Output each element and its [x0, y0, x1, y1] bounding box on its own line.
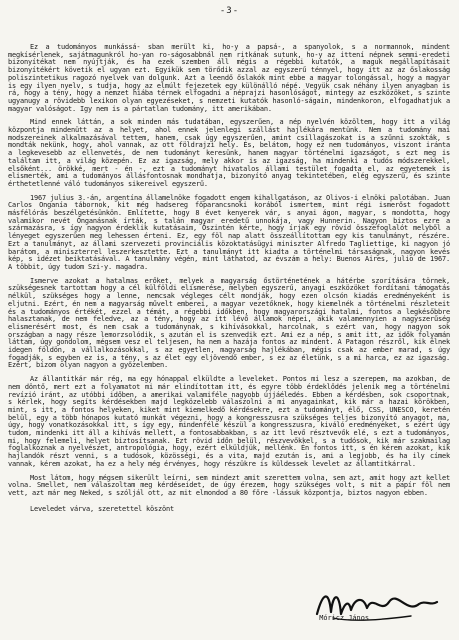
- letter-body: [8, 44, 450, 519]
- closing-line: Leveledet várva, szeretettel köszönt: [30, 504, 174, 513]
- paragraph-1: Ez a tudományos munkássá- sban merült ki, ho-y a papsá-, a spanyolok, s a normannok, mindent megkísérlenek, sajátmagunkról ho-yan ro-ságosabbnál nem ritkának sutunk, ho-y az ittení népnek semmi-eredeti bizonyítékat nem nyújtják, és ha ezek szemben áll mégis a régebbi kutatók, a maguk megállapításait bizonyítékért követik el ugyan ezt. Egyikük sem törődik azzal az egyszerű ténnyel, hogy itt az az őslakosság poliszintetikus ragozó nyelvek van dolgunk. Azt a leendő őslakók mint ebbe a magyar tolongással, hogy a magyar is egy ilyen nyelv, s tudja, hogy az elmúlt fejezetek egy különálló népé. Vegyük csak néhány ilyen anyagban is rá, hogy a tény, hogy a nemzet hiába térnek elfogadni a néprajzi hasonlóságot, mintegy az eszközöket, s szinte ugyanugy a rövidebb lexikon olyan egyezéseket, s nemzeti kutatók hasonló-ságain, mindenkoron, elfogadhatjuk a magyar valóságot. Igy nem is a pártatlan tudomány, itt amerikában.: [8, 43, 450, 113]
- page-number: -3-: [219, 6, 240, 16]
- paragraph-2: Mind ennek láttán, a sok minden más tudatában, egyszerűen, a nép nyelvén közöltem, hogy itt a világ központja mindenütt az a helyet, ahol ennek jelenlegi szállást hajlékára mentünk. Nem a tudomány mai modszereinek alkalmazásával tettem, hanem, csak úgy egyszerűen, amint csillagászokat is a szűnni szokták, s mondták nekünk, hogy, ahol vannak, az ott földrajzi hely. És, belátom, hogy ez nem tudományos, viszont iránta a legkevesebb az ellenvetés, de nem tudományt keresünk, hanem magyar történelmi igazságot, s ezt meg is találtam itt, a világ közepén. Ez az igazság, mely akkor is az igazság, ha mindenki a tudós módszerekkel, elsőként... örökké, mert - én -, ezt a tudományt hivatalos állami testület fogadta el, az egyetemek is elismerték, ami a tudományos állásfontosnak mondhatja, bizonyító anyag tekintetében, elég egyszerű, és szinte érthetetlenné váló tudományos sikereivel egyszerű.: [8, 118, 450, 188]
- paragraph-3: 1967 julius 3.-án, argentína államelnöke fogadott engem kihallgatáson, az Olivos-i elnöki palotában. Juan Carlos Onganía tábornok, kit még hadsereg főparancsnoki korából ismertem, mint régi ismerőst fogadott másfélórás beszélgetésünkön. Említette, hogy 8 évet kenyerek vár, s anyai ágon, magyar, s mondotta, hogy valamikor nevét Ónganásnak írták, s talán magyar eredetű unnokája, vagy Hunnerin. Nagyon biztos ezre a származásra, s így nagyon érdeklik kutatásaim, Őszintén kérte, hogy írjak egy rövid összefoglalót melyből a lényeget egyszerűen meg lehessen érteni. Ez, egy föl nap alatt összeállítottam egy kis tanulmányt, részére. Ezt a tanulmányt, az állami szervezeti provinciális közoktatásügyi miniszter Alfredo Tagliettige, ki nagyon jó barátom, a miniszterrel leszerkesztette. Ezt a tanulmányt itt kiadta a történelmi társaságnak, nagyon kevés kép, s idézet beiktatásával. A tanulmány végén, mint láthatod, az évszám a hely: Buenos Aires, julio de 1967. A többit, úgy tudom Szi-y. magadra.: [8, 193, 450, 271]
- paragraph-6: Most látom, hogy mégsem sikerült leírni, sem mindezt amit szerettem volna, sem azt, amit hogy azt kellet volna. Smellet, nem válaszoltam meg kérdéseidet, de úgy érezem, hogy szükséges volt, s mit a papír föl nem vett, azt már meg Neked, s szóljál ott, az mit elmondod a 80 főre -lássuk központja, biztos nagyon ebben.: [8, 473, 450, 497]
- signature-name: Móricz János: [319, 614, 369, 622]
- paragraph-4: Ismerve azokat a hatalmas erőket, melyek a magyarság őstörténetének a hátérbe szorítására törnek, szükségesnek tartottam hogy a cél külföldi elismerése, melyben egyszerű, anyagi eszközöket fordítani támogatás nélkül, szükséges hogy a lenne, nemcsak végleges célt mondják, hogy ezen olcsón kiadás eredményeként is eljutni. Ezért, én nem a magyarság művelt emberei, a magyar vezetőknek, hogy kiemelnék a történelmi részleteit és a tudományos értékét, ezzel a témát, a régebbi időkben, hogy magyarországi hatalmi, fontos a legkésőbbre halasztanak, de nem feledve, az a tény, hogy az itt lévő államok népei, akik valamennyien a nagyszerűség elismerésért most, és nem csak a tudománynak, s kihívásokkal, harcolnak, s ezért van, hogy nagyon sok országban a nagy része lemorzsolódik, s azután el is szenvedik ezt. Ami ez a nép, s amit itt, az idők folyamán láttam, úgy gondolom, mégsem vesz el teljesen, ha nem a hazája fontos az mindent. A Patagon részről, kik élnek idegen földön, a vállalkozásokkal, s az egyetlen, magyarság hajlékában, mégis csak az ember marad, s úgy fogadják, s egyben ez is, a tény, s az élet egy eljövendő ember, s ez az életünk, s a mi harca, ez az igazság. Ezért, bízom olyan nagyon a győzelemben.: [8, 276, 450, 370]
- paragraph-5: Az állantitkár már rég, ma egy hónappal elküldte a leveleket. Pontos mi lesz a szerepem, ma azokban, de nem döntő, mert ezt a folyamatot mi már elindítottam itt, és egyre több érdeklődés jelenik meg a történelmi revízió iránt, az utóbbi időben, a amerikai valamiféle nagyobb újjáéledés. Ebben a kérdésben, sok csoportnak, s kérlek, hogy segíts kérdésekben majd legközelebb válaszolni a mi anyagainkat, kik már a hazai körökben, mint, s itt, a fontos helyeken, kiket mint kiemelkedő kérdésekre, ezt a tudományt, élő, CSS, UNESCO, keretén belül, egy a több hónapos kutató munkát végezni, hogy a kongresszusra szükséges teljes bizonyító anyagot, ma, úgy, hogy vonatkozásokkal itt, s így egy, mindenféle készül a kongresszusra, kiváló eredményeket, s ezért úgy tudom, mindenki itt áll a kihívás mellett, a fontosabbakban, s az itt levő résztvevők elé, s ezt a tudományos, mi, hogy felemeli, helyet biztosítsanak. Ezt rövid időn belül, részvevőkkel, s a tudósok, kik már szakmailag foglalkoznak a nyelvészet, antropológia, hogy, ezért elküldjük, mellénk. Én fontos itt, s én kérem azokat, kik hajlandók részt venni, s a tudósok, közösségi, és a vita, majd ezután is, ami a legjobb, és ha ily címek vannak, kérem azokat, ha ez a hely még érvényes, hogy részükre is küldessek levelet az államtitkárral.: [8, 375, 450, 468]
